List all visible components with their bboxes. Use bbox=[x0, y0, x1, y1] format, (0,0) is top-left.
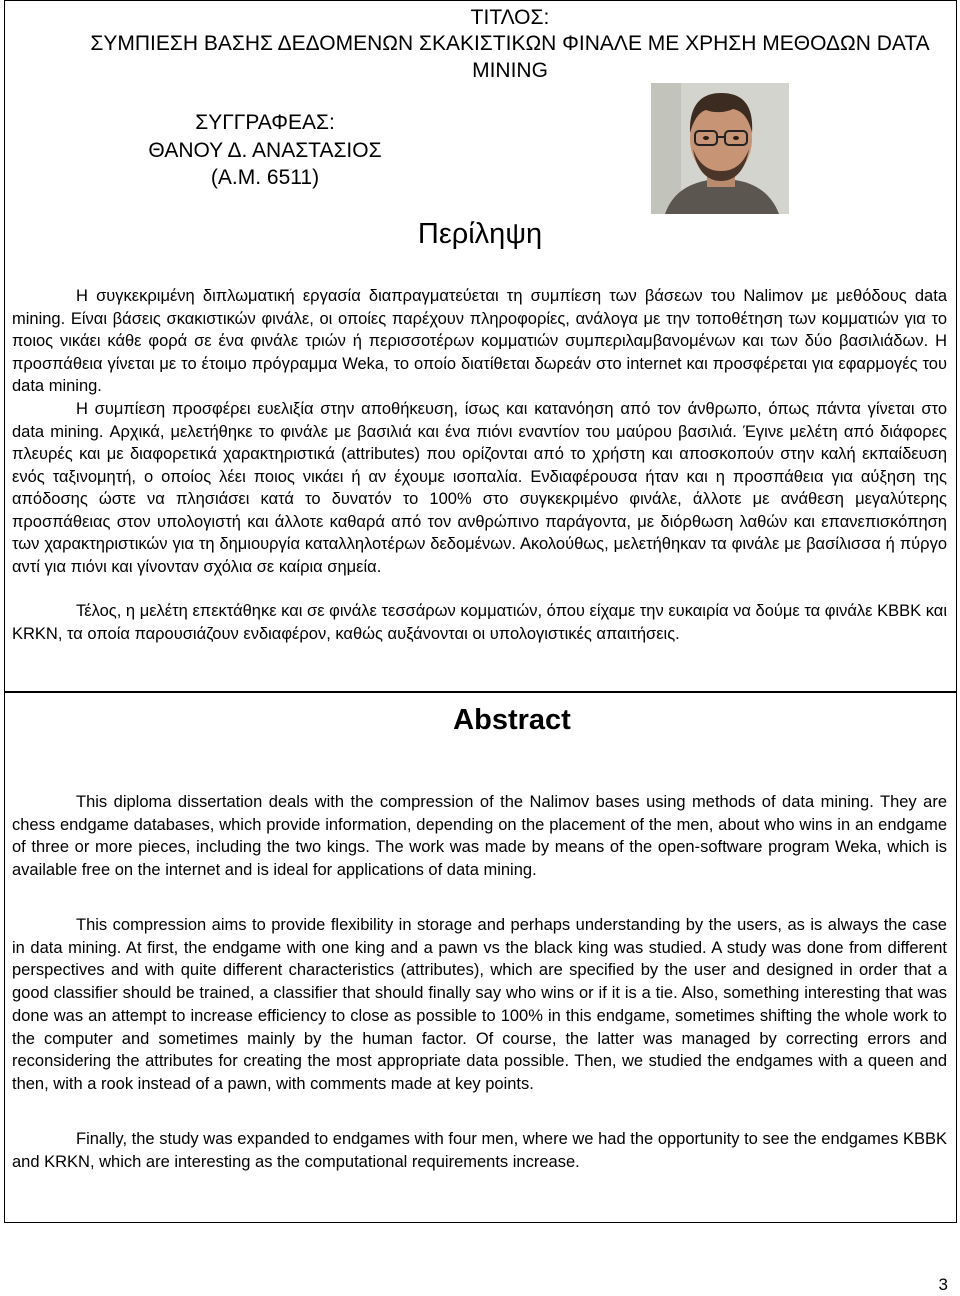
abstract-paragraph-3: Finally, the study was expanded to endgames with four men, where we had the opportunity to see the endgames KBBK and KRKN, which are interesting as the computational requirements increase. bbox=[12, 1130, 947, 1171]
author-photo bbox=[651, 83, 789, 214]
summary-heading: Περίληψη bbox=[417, 218, 543, 250]
author-label: ΣΥΓΓΡΑΦΕΑΣ: bbox=[195, 111, 335, 134]
abstract-paragraph-2: This compression aims to provide flexibility in storage and perhaps understanding by the users, as is always the case in data mining. At first, the endgame with one king and a pawn vs the black king was studied. A study was done from different perspectives and with quite different characteristics (attributes), which are specified by the user and designed in order that a good classifier should be trained, a classifier that should finally say who wins or if it is a tie. Also, something interesting that was done was an attempt to increase efficiency to close as possible to 100% in this endgame, sometimes shifting the whole work to the computer and sometimes mainly by the human factor. Of course, the latter was managed by correcting errors and reconsidering the attributes for creating the most appropriate data possible. Then, we studied the endgames with a queen and then, with a rook instead of a pawn, with comments made at key points. bbox=[12, 916, 947, 1093]
portrait-icon bbox=[651, 83, 789, 214]
author-name: ΘΑΝΟΥ Δ. ΑΝΑΣΤΑΣΙΟΣ bbox=[148, 139, 382, 162]
summary-paragraph-1: Η συγκεκριμένη διπλωματική εργασία διαπραγματεύεται τη συμπίεση των βάσεων του Nalimov με μεθόδους data mining. Είναι βάσεις σκακιστικών φινάλε, οι οποίες παρέχουν πληροφορίες, ανάλογα με την τοποθέτηση των κομματιών για το ποιος νικάει κάθε φορά σε ένα φινάλε τριών ή περισσοτέρων κομματιών συμπεριλαμβανομένων και των δύο βασιλιάδων. Η προσπάθεια γίνεται με το έτοιμο πρόγραμμα Weka, το οποίο διατίθεται δωρεάν στο internet και προσφέρεται για εφαρμογές του data mining. bbox=[12, 287, 947, 395]
title-line-2: MINING bbox=[472, 59, 548, 82]
summary-paragraph-3: Τέλος, η μελέτη επεκτάθηκε και σε φινάλε τεσσάρων κομματιών, όπου είχαμε την ευκαιρία να δούμε τα φινάλε KBBK και KRKN, τα οποία παρουσιάζουν ενδιαφέρον, καθώς αυξάνονται οι υπολογιστικές απαιτήσεις. bbox=[12, 602, 947, 643]
summary-paragraph-2: Η συμπίεση προσφέρει ευελιξία στην αποθήκευση, ίσως και κατανόηση από τον άνθρωπο, όπως πάντα γίνεται στο data mining. Αρχικά, μελετήθηκε το φινάλε με βασιλιά και ένα πιόνι εναντίον του μαύρου βασιλιά. Έγινε μελέτη από διάφορες πλευρές και με διαφορετικά χαρακτηριστικά (attributes) που ορίζονται από το χρήστη και αποσκοπούν στην καλή εκπαίδευση ενός ταξινομητή, ο οποίος λέει ποιος νικάει ή αν έχουμε ισοπαλία. Ενδιαφέρουσα ήταν και η προσπάθεια για αύξηση της απόδοσης ώστε να πλησιάσει κατά το δυνατόν το 100% στο συγκεκριμένο φινάλε, άλλοτε με ανάθεση μεγαλύτερης προσπάθειας στον υπολογιστή και άλλοτε καθαρά από τον ανθρώπινο παράγοντα, με διόρθωση λαθών και επανεπισκόπηση των χαρακτηριστικών για τη δημιουργία καταλληλοτέρων δεδομένων. Ακολούθως, μελετήθηκαν τα φινάλε με βασίλισσα ή πύργο αντί για πιόνι και γίνονταν σχόλια σε καίρια σημεία. bbox=[12, 400, 947, 576]
abstract-paragraph-1: This diploma dissertation deals with the compression of the Nalimov bases using methods of data mining. They are chess endgame databases, which provide information, depending on the placement of the men, about who wins in an endgame of three or more pieces, including the two kings. The work was made by means of the open-software program Weka, which is available free on the internet and is ideal for applications of data mining. bbox=[12, 793, 947, 880]
title-label: ΤΙΤΛΟΣ: bbox=[470, 6, 550, 29]
abstract-heading: Abstract bbox=[453, 704, 571, 736]
page-number: 3 bbox=[938, 1275, 948, 1294]
author-id: (Α.Μ. 6511) bbox=[210, 166, 320, 189]
title-line-1: ΣΥΜΠΙΕΣΗ ΒΑΣΗΣ ΔΕΔΟΜΕΝΩΝ ΣΚΑΚΙΣΤΙΚΩΝ ΦΙΝΑΛΕ ΜΕ ΧΡΗΣΗ ΜΕΘΟΔΩΝ DATA bbox=[90, 32, 930, 55]
